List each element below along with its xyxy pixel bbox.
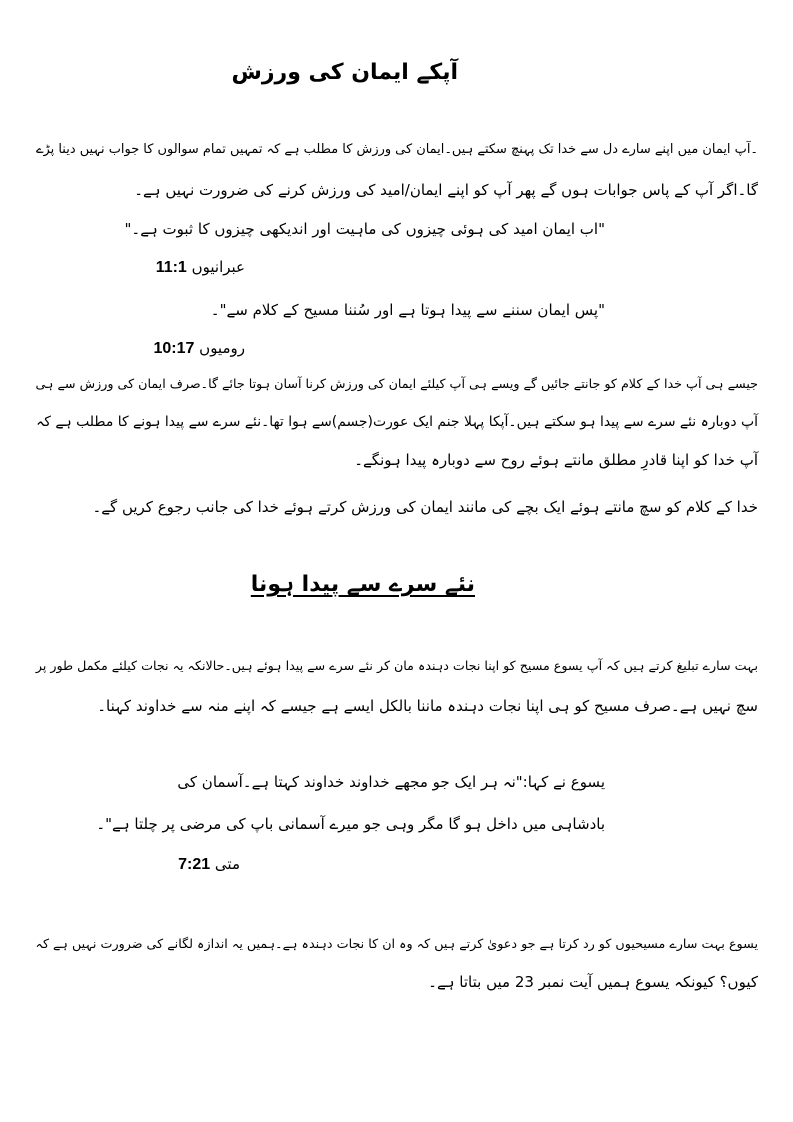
- paragraph-line: جیسے ہی آپ خدا کے کلام کو جانتے جائیں گے ویسے ہی آپ کیلئے ایمان کی ورزش کرنا آسان ہوتا جائے گا۔صرف ایمان کی ورزش سے ہی: [35, 376, 758, 391]
- scripture-verse: 10:17: [153, 340, 195, 357]
- scripture-reference: [153, 341, 245, 357]
- paragraph-line: خدا کے کلام کو سچ مانتے ہوئے ایک بچے کی مانند ایمان کی ورزش کرتے ہوئے خدا کی جانب رجوع کریں گے۔: [92, 498, 758, 516]
- scripture-quote: "پس ایمان سننے سے پیدا ہوتا ہے اور سُننا مسیح کے کلام سے"۔: [210, 301, 605, 319]
- scripture-reference: [156, 260, 245, 276]
- scripture-quote: "اب ایمان امید کی ہوئی چیزوں کی ماہیت اور اندیکھی چیزوں کا ثبوت ہے۔": [124, 220, 605, 238]
- section-title: نئے سرے سے پیدا ہونا: [250, 572, 475, 597]
- paragraph-line: ۔آپ ایمان میں اپنے سارے دل سے خدا تک پہنچ سکتے ہیں۔ایمان کی ورزش کا مطلب ہے کہ تمہیں تمام سوالوں کا جواب نہیں دینا پڑے: [35, 142, 758, 157]
- paragraph-line: آپ دوبارہ نئے سرے سے پیدا ہو سکتے ہیں۔آپکا پہلا جنم ایک عورت(جسم)سے ہوا تھا۔نئے سرے سے پیدا ہونے کا مطلب ہے کہ: [36, 414, 758, 430]
- scripture-book: عبرانیوں: [191, 258, 245, 276]
- scripture-verse: 7:21: [178, 856, 211, 873]
- scripture-quote: بادشاہی میں داخل ہو گا مگر وہی جو میرے آسمانی باپ کی مرضی پر چلتا ہے"۔: [96, 815, 605, 833]
- paragraph-line: آپ خدا کو اپنا قادرِ مطلق مانتے ہوئے روح سے دوبارہ پیدا ہونگے۔: [354, 451, 758, 469]
- paragraph-line: یسوع بہت سارے مسیحیوں کو رد کرتا ہے جو دعویٰ کرتے ہیں کہ وہ ان کا نجات دہندہ ہے۔ہمیں یہ اندازہ لگانے کی ضرورت نہیں ہے کہ: [35, 936, 758, 951]
- scripture-quote: یسوع نے کہا:"نہ ہر ایک جو مجھے خداوند خداوند کہتا ہے۔آسمان کی: [177, 773, 605, 791]
- scripture-verse: 11:1: [155, 259, 187, 276]
- scripture-book: رومیوں: [199, 339, 245, 357]
- section-title: آپکے ایمان کی ورزش: [231, 60, 458, 85]
- scripture-reference: [178, 857, 240, 873]
- paragraph-line: کیوں؟ کیونکہ یسوع ہمیں آیت نمبر 23 میں بتاتا ہے۔: [428, 973, 758, 991]
- paragraph-line: بہت سارے تبلیغ کرتے ہیں کہ آپ یسوع مسیح کو اپنا نجات دہندہ مان کر نئے سرے سے پیدا ہوئے ہیں۔حالانکہ یہ نجات کیلئے مکمل طور پر: [35, 658, 758, 673]
- paragraph-line: سچ نہیں ہے۔صرف مسیح کو ہی اپنا نجات دہندہ ماننا بالکل ایسے ہے جیسے کہ اپنے منہ سے خداوند کہنا۔: [97, 697, 758, 715]
- paragraph-line: گا۔اگر آپ کے پاس جوابات ہوں گے پھر آپ کو اپنے ایمان/امید کی ورزش کرنے کی ضرورت نہیں ہے۔: [134, 181, 758, 199]
- scripture-book: متی: [214, 855, 240, 873]
